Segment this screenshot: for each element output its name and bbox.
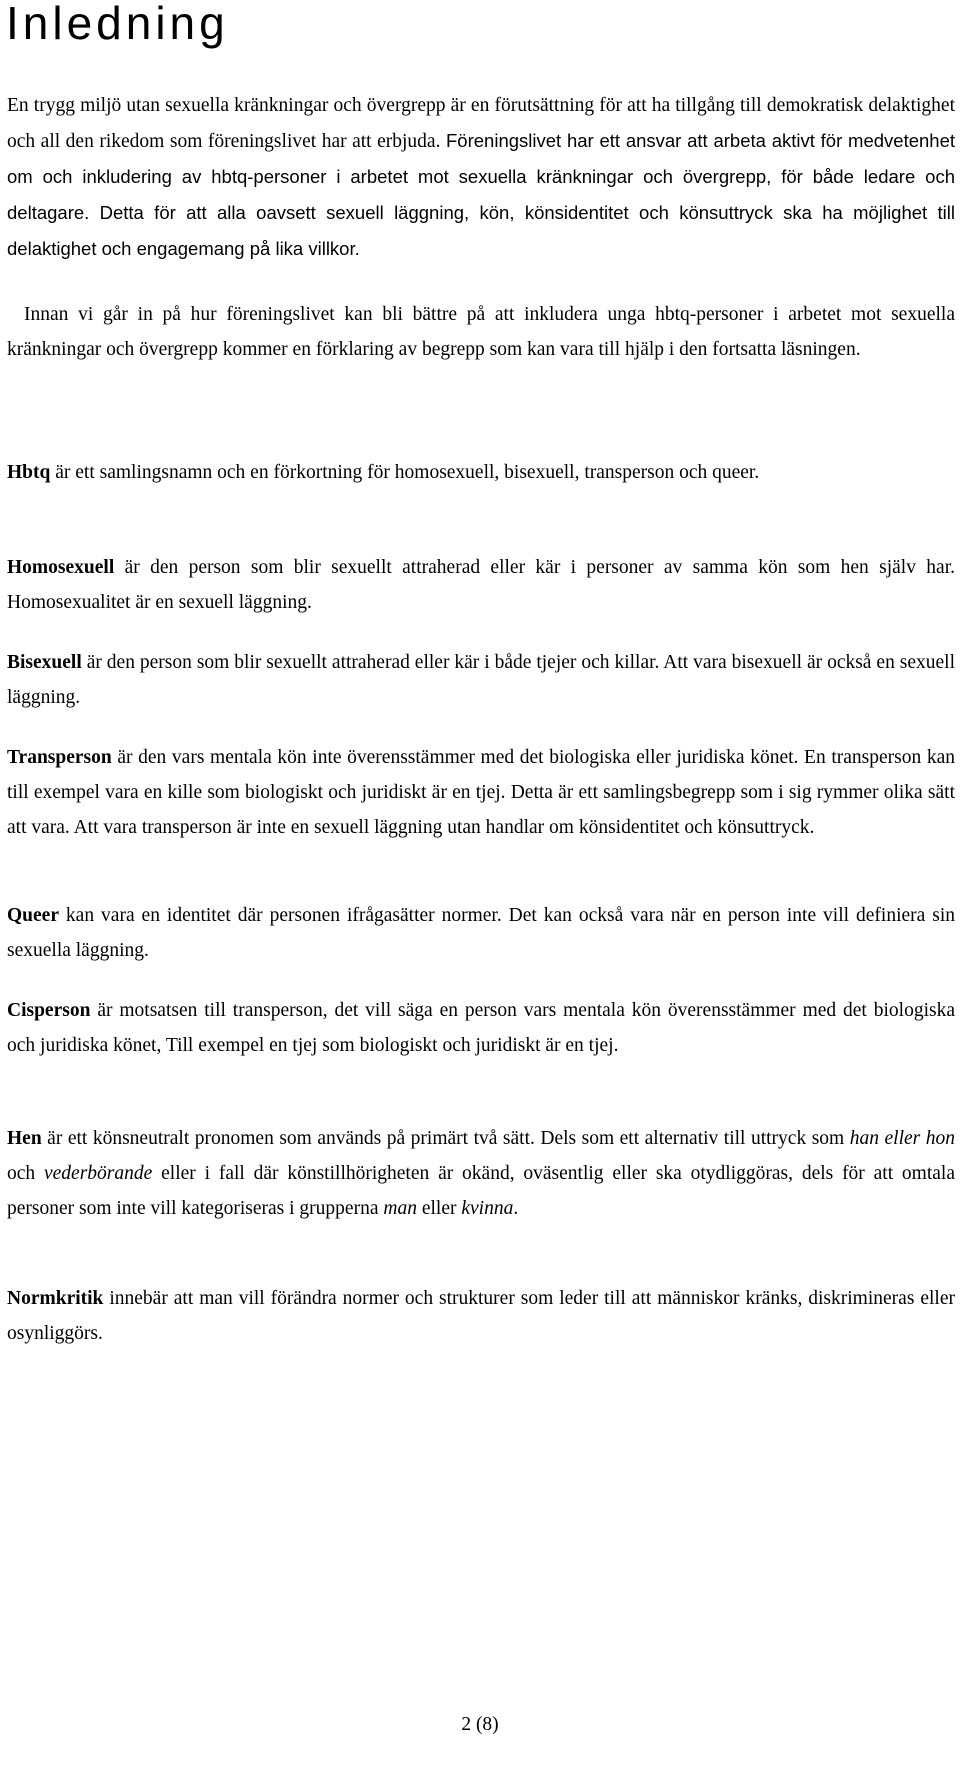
italic-han-eller-hon: han eller hon <box>849 1128 955 1149</box>
term-normkritik: Normkritik <box>7 1288 104 1309</box>
term-hbtq: Hbtq <box>7 462 51 483</box>
definition-text-hen-3: eller i fall där könstillhörigheten är okänd, oväsentlig eller ska otydliggöras, dels för att omtala personer som inte vill kategoriseras i grupperna <box>7 1163 956 1219</box>
definition-text-hen-5: . <box>513 1198 519 1219</box>
definition-text-normkritik: innebär att man vill förändra normer och strukturer som leder till att människor kränks, diskrimineras eller osynliggörs. <box>7 1288 955 1344</box>
term-transperson: Transperson <box>7 747 112 768</box>
definition-text-homosexuell: är den person som blir sexuellt attraherad eller kär i personer av samma kön som hen själv har. Homosexualitet är en sexuell läggning. <box>7 557 955 613</box>
italic-man: man <box>383 1198 417 1219</box>
term-cisperson: Cisperson <box>7 1000 91 1021</box>
definition-text-hen-1: är ett könsneutralt pronomen som används på primärt två sätt. Dels som ett alternativ till uttryck som <box>41 1128 850 1149</box>
intro-sentence-2: Föreningslivet har ett ansvar att arbeta aktivt för medvetenhet om och inkludering av hbtq-personer i arbetet mot sexuella kränkningar och övergrepp, för både ledare och deltagare. Detta för att alla oavsett sexuell läggning, kön, könsidentitet och könsuttryck ska ha möjlighet till delaktighet och engagemang på lika villkor. <box>7 130 956 259</box>
definition-text-cisperson: är motsatsen till transperson, det vill säga en person vars mentala kön överensstämmer med det biologiska och juridiska könet, Till exempel en tjej som biologiskt och juridiskt är en tjej. <box>7 1000 955 1056</box>
definition-text-queer: kan vara en identitet där personen ifrågasätter normer. Det kan också vara när en person inte vill definiera sin sexuella läggning. <box>7 905 955 961</box>
term-hen: Hen <box>7 1128 42 1149</box>
intro-sentence-1: En trygg miljö utan sexuella kränkningar och övergrepp är en förutsättning för att ha tillgång till demokratisk delaktighet och all den rikedom som föreningslivet har att erbjuda. <box>7 95 955 152</box>
intro-paragraph-2: Innan vi går in på hur föreningslivet kan bli bättre på att inkludera unga hbtq-personer i arbetet mot sexuella kränkningar och övergrepp kommer en förklaring av begrepp som kan vara till hjälp i den fortsatta läsningen. <box>7 304 955 360</box>
definition-hbtq <box>7 455 955 490</box>
definition-queer <box>7 898 955 968</box>
definition-normkritik <box>7 1281 955 1351</box>
definition-transperson <box>7 740 955 845</box>
intro-paragraph-1 <box>7 88 955 267</box>
definition-homosexuell <box>7 550 955 620</box>
page-number: 2 (8) <box>461 1714 499 1735</box>
definition-text-hen-4: eller <box>416 1198 462 1219</box>
italic-vederborande: vederbörande <box>43 1163 153 1184</box>
term-queer: Queer <box>7 905 59 926</box>
term-homosexuell: Homosexuell <box>7 557 115 578</box>
page-title: Inledning <box>6 0 229 49</box>
definition-cisperson <box>7 993 955 1063</box>
definition-hen <box>7 1121 955 1226</box>
definition-bisexuell <box>7 645 955 715</box>
term-bisexuell: Bisexuell <box>7 652 82 673</box>
definition-text-bisexuell: är den person som blir sexuellt attraherad eller kär i både tjejer och killar. Att vara bisexuell är också en sexuell läggning. <box>7 652 955 708</box>
definition-text-hen-2: och <box>7 1163 44 1184</box>
italic-kvinna: kvinna <box>461 1198 514 1219</box>
definition-text-hbtq: är ett samlingsnamn och en förkortning för homosexuell, bisexuell, transperson och queer. <box>50 462 760 483</box>
definition-text-transperson: är den vars mentala kön inte överensstämmer med det biologiska eller juridiska könet. En transperson kan till exempel vara en kille som biologiskt och juridiskt är en tjej. Detta är ett samlingsbegrepp som i sig rymmer olika sätt att vara. Att vara transperson är inte en sexuell läggning utan handlar om könsidentitet och könsuttryck. <box>7 747 955 838</box>
